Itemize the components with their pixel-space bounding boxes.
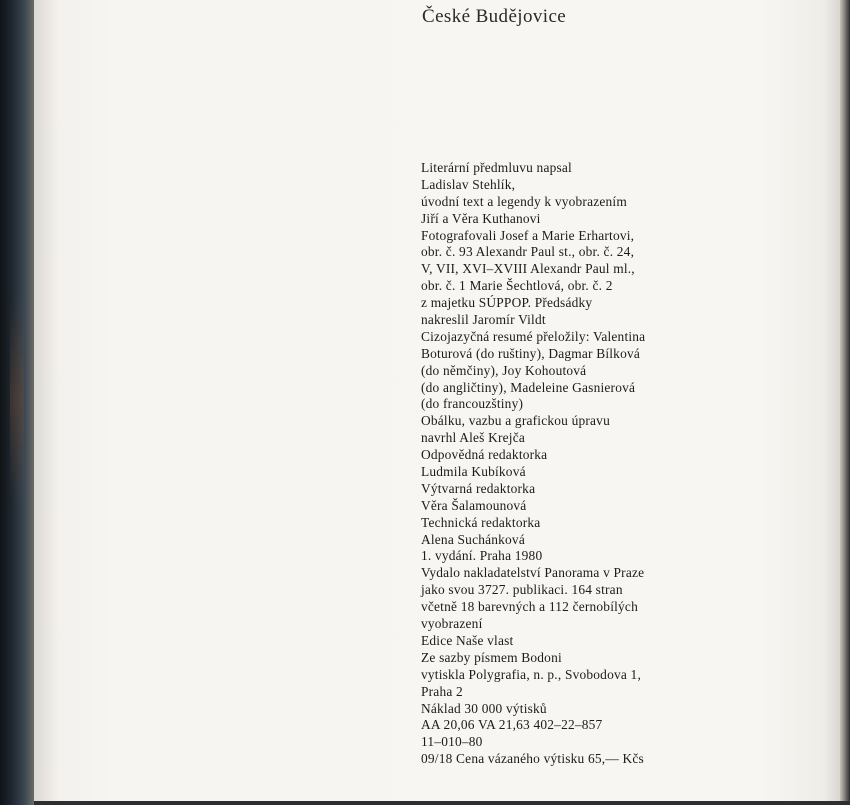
- colophon-line: vyobrazení: [421, 616, 483, 632]
- colophon-line: Věra Šalamounová: [421, 497, 527, 513]
- colophon-line: Ludmila Kubíková: [421, 464, 526, 480]
- colophon-text: [421, 160, 645, 768]
- colophon-line: nakreslil Jaromír Vildt: [421, 312, 546, 328]
- colophon-line: Jiří a Věra Kuthanovi: [421, 210, 541, 226]
- colophon-line: (do angličtiny), Madeleine Gasnierová: [421, 379, 636, 395]
- colophon-line: obr. č. 93 Alexandr Paul st., obr. č. 24,: [421, 244, 635, 260]
- colophon-line: včetně 18 barevných a 112 černobílých: [421, 599, 638, 615]
- colophon-line: Obálku, vazbu a grafickou úpravu: [421, 413, 610, 429]
- colophon-line: Fotografovali Josef a Marie Erhartovi,: [421, 227, 635, 243]
- colophon-line: jako svou 3727. publikaci. 164 stran: [421, 582, 623, 598]
- colophon-line: Literární předmluvu napsal: [421, 160, 572, 175]
- page-title: České Budějovice: [422, 6, 567, 27]
- colophon-line: navrhl Aleš Krejča: [421, 430, 525, 446]
- colophon-line: 11–010–80: [421, 734, 483, 750]
- colophon-line: AA 20,06 VA 21,63 402–22–857: [421, 717, 603, 733]
- colophon-line: vytiskla Polygrafia, n. p., Svobodova 1,: [421, 666, 642, 682]
- colophon-line: Praha 2: [421, 683, 463, 699]
- page-edge-right: [840, 0, 850, 805]
- colophon-line: 09/18 Cena vázaného výtisku 65,— Kčs: [421, 751, 644, 767]
- colophon-line: (do francouzštiny): [421, 396, 524, 412]
- colophon-line: z majetku SÚPPOP. Předsádky: [421, 295, 593, 311]
- colophon-line: Odpovědná redaktorka: [421, 447, 548, 463]
- colophon-line: Ladislav Stehlík,: [421, 176, 516, 192]
- colophon-line: Alena Suchánková: [421, 531, 525, 547]
- colophon-line: Boturová (do ruštiny), Dagmar Bílková: [421, 345, 641, 361]
- colophon-line: Technická redaktorka: [421, 514, 541, 530]
- colophon-line: (do němčiny), Joy Kohoutová: [421, 362, 587, 378]
- colophon-line: Náklad 30 000 výtisků: [421, 700, 547, 716]
- colophon-line: Ze sazby písmem Bodoni: [421, 649, 562, 665]
- page-edge-bottom: [34, 801, 850, 805]
- colophon-line: obr. č. 1 Marie Šechtlová, obr. č. 2: [421, 278, 613, 294]
- book-spine: [0, 0, 34, 805]
- colophon-line: Cizojazyčná resumé přeložily: Valentina: [421, 328, 646, 344]
- colophon-line: V, VII, XVI–XVIII Alexandr Paul ml.,: [421, 261, 635, 277]
- colophon-line: 1. vydání. Praha 1980: [421, 548, 543, 564]
- colophon-line: Vydalo nakladatelství Panorama v Praze: [421, 565, 645, 581]
- colophon-line: úvodní text a legendy k vyobrazením: [421, 193, 627, 209]
- colophon-line: Edice Naše vlast: [421, 632, 514, 648]
- colophon-line: Výtvarná redaktorka: [421, 480, 536, 496]
